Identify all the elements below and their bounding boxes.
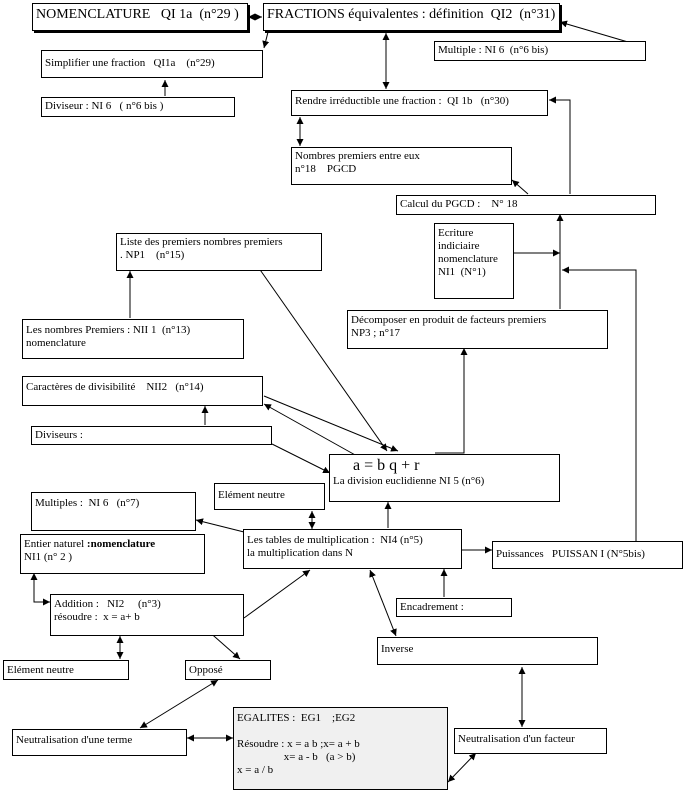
node-addition-line-2: résoudre : x = a+ b (54, 611, 140, 623)
node-neutralisation-terme-line-1: Neutralisation d'une terme (16, 734, 133, 746)
node-nomenclature (32, 3, 248, 31)
edge-multiple-fractions (560, 22, 628, 42)
node-egalites-line-5: x = a / b (237, 764, 274, 776)
division-label: La division euclidienne NI 5 (n°6) (333, 475, 485, 487)
edge-liste-division (256, 264, 387, 451)
node-irreductible (291, 90, 548, 116)
node-diviseur-ni6 (41, 97, 235, 117)
node-egalites-line-2 (237, 725, 444, 738)
edge-diviseurs-division (272, 444, 330, 473)
node-egalites-line-1: EGALITES : EG1 ;EG2 (237, 712, 356, 724)
node-liste-premiers-line-1: Liste des premiers nombres premiers (120, 236, 283, 248)
node-element-neutre-bottom-line-1: Elément neutre (7, 664, 74, 676)
node-ecriture-line-1: Ecriture (438, 227, 474, 239)
node-nomenclature-line-1: NOMENCLATURE QI 1a (n°29 ) (36, 7, 239, 22)
edge-tables-multiples (196, 520, 244, 532)
entier-naturel-code: NI1 (n° 2 ) (24, 551, 73, 563)
node-element-neutre-bottom (3, 660, 129, 680)
edge-fractions-simplifier (264, 32, 268, 48)
node-entier-naturel (20, 534, 205, 574)
node-encadrement (396, 598, 512, 617)
node-element-neutre-top-line-1: Elément neutre (218, 489, 285, 501)
node-premiers-entre-eux (291, 147, 512, 185)
node-inverse (377, 637, 598, 665)
node-ecriture-line-2: indiciaire (438, 240, 480, 252)
node-liste-premiers-line-2: . NP1 (n°15) (120, 249, 185, 261)
node-addition-line-1: Addition : NI2 (n°3) (54, 598, 161, 610)
node-oppose-line-1: Opposé (189, 664, 223, 676)
edge-pgcd-premiers (512, 180, 528, 194)
node-decomposer-line-2: NP3 ; n°17 (351, 327, 401, 339)
node-encadrement-line-1: Encadrement : (400, 601, 464, 613)
node-multiples-line-1: Multiples : NI 6 (n°7) (35, 497, 140, 509)
node-premiers-entre-eux-line-1: Nombres premiers entre eux (295, 150, 420, 162)
node-premiers-entre-eux-line-2: n°18 PGCD (295, 163, 357, 175)
node-pgcd (396, 195, 656, 215)
entier-naturel-title: Entier naturel (24, 538, 87, 550)
node-tables-line-2: la multiplication dans N (247, 547, 354, 559)
node-neutralisation-terme (12, 729, 187, 756)
node-egalites-line-4: x= a - b (a > b) (237, 751, 356, 763)
edge-caracteres-division (264, 396, 398, 451)
node-puissances (492, 541, 683, 569)
node-pgcd-line-1: Calcul du PGCD : N° 18 (400, 198, 518, 210)
node-caracteres-line-1: Caractères de divisibilité NII2 (n°14) (26, 381, 204, 393)
entier-naturel-nomenclature: :nomenclature (86, 538, 156, 550)
node-nombres-premiers (22, 319, 244, 359)
node-simplifier-line-1: Simplifier une fraction QI1a (n°29) (45, 57, 215, 69)
node-nombres-premiers-line-1: Les nombres Premiers : NII 1 (n°13) (26, 324, 191, 336)
node-inverse-line-1: Inverse (381, 643, 414, 655)
edge-tables-inverse (370, 570, 396, 636)
node-nombres-premiers-line-2: nomenclature (26, 337, 86, 349)
node-diviseur-ni6-line-1: Diviseur : NI 6 ( n°6 bis ) (45, 100, 164, 112)
node-decomposer (347, 310, 608, 349)
node-addition (50, 594, 244, 636)
node-irreductible-line-1: Rendre irréductible une fraction : QI 1b (n°30) (295, 95, 509, 107)
edge-division-caracteres (264, 404, 357, 456)
node-multiple-ni6-line-1: Multiple : NI 6 (n°6 bis) (438, 44, 549, 56)
node-oppose (185, 660, 271, 680)
node-simplifier (41, 50, 263, 78)
node-caracteres (22, 376, 263, 406)
node-element-neutre-top (214, 483, 325, 510)
node-ecriture-line-4: NI1 (N°1) (438, 266, 486, 278)
node-tables (243, 529, 462, 569)
node-fractions (263, 3, 560, 31)
node-neutralisation-facteur (454, 728, 607, 754)
edge-entier-addition (34, 573, 50, 602)
edge-division-decomposer (435, 348, 464, 453)
node-diviseurs (31, 426, 272, 445)
node-decomposer-line-1: Décomposer en produit de facteurs premiers (351, 314, 547, 326)
node-ecriture (434, 223, 514, 299)
node-liste-premiers (116, 233, 322, 271)
node-egalites (233, 707, 448, 790)
edge-facteur-egalites (448, 753, 476, 782)
edge-addition-tables (244, 570, 310, 618)
edge-oppose-neutralisation (140, 680, 218, 728)
node-multiple-ni6 (434, 41, 646, 61)
node-multiples (31, 492, 196, 531)
node-division (329, 454, 560, 502)
node-tables-line-1: Les tables de multiplication : NI4 (n°5) (247, 534, 423, 546)
node-ecriture-line-3: nomenclature (438, 253, 498, 265)
division-equation: a = b q + r (353, 457, 420, 474)
edge-pgcd-irreductible (549, 100, 570, 194)
node-diviseurs-line-1: Diviseurs : (35, 429, 83, 441)
node-fractions-line-1: FRACTIONS équivalentes : définition QI2 (n°31) (267, 7, 556, 22)
node-neutralisation-facteur-line-1: Neutralisation d'un facteur (458, 733, 575, 745)
node-egalites-line-3: Résoudre : x = a b ;x= a + b (237, 738, 360, 750)
node-puissances-line-1: Puissances PUISSAN I (N°5bis) (496, 548, 645, 560)
